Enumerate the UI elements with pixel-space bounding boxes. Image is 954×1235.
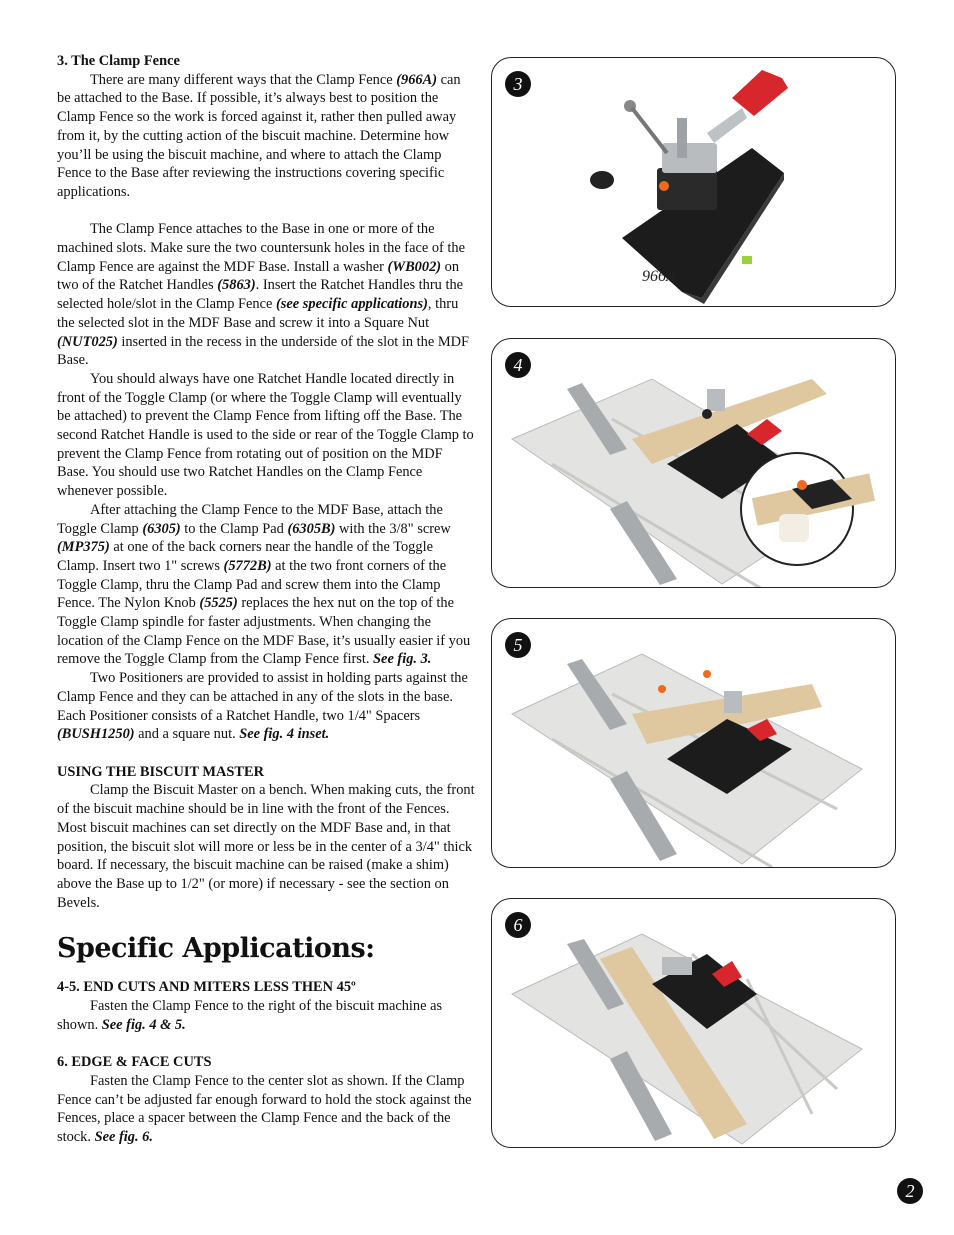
part-reference: (966A) [396, 71, 437, 88]
edge-face-paragraph [57, 1072, 477, 1147]
figure-3-illustration [492, 58, 896, 307]
body-text: After attaching the Clamp Fence to the MDF Base, attach the Toggle Clamp [57, 501, 443, 537]
body-text: replaces the hex nut on the top of the Toggle Clamp spindle for faster adjustments. When changing the location of the Clamp Fence on the MDF Base, it’s usually easier if you remove the Toggle Clamp from the Clamp Fence first. [57, 595, 471, 668]
body-text: can be attached to the Base. If possible, it’s always best to position the Clamp Fence so the work is forced against it, rather then pulled away from it, by the cutting action of the biscuit machine. Determine how you’ll be using the biscuit machine, and where to attach the Clamp Fence to the Base after reviewing the instructions covering specific applications. [57, 71, 461, 200]
body-text: inserted in the recess in the underside of the slot in the MDF Base. [57, 333, 470, 369]
part-reference: (BUSH1250) [57, 726, 135, 743]
text-column [57, 52, 477, 1147]
using-heading: USING THE BISCUIT MASTER [57, 763, 264, 780]
body-text: and a square nut. [134, 726, 240, 743]
figure-5 [491, 618, 896, 868]
figure-4-number-badge: 4 [505, 352, 531, 378]
part-reference: (WB002) [387, 258, 442, 275]
figure-3 [491, 57, 896, 307]
body-text: with the 3/8" screw [335, 520, 451, 537]
figure-3-caption: 966A [642, 268, 676, 285]
body-text: There are many different ways that the Clamp Fence [90, 71, 397, 88]
figure-5-illustration [492, 619, 896, 868]
part-reference: (see specific applications) [276, 296, 428, 313]
body-text: at the two front corners of the Toggle Clamp, thru the Clamp Pad and screw them into the Clamp Fence. The Nylon Knob [57, 557, 447, 612]
part-reference: (6305B) [287, 520, 336, 537]
edge-face-heading: 6. EDGE & FACE CUTS [57, 1054, 212, 1071]
part-reference: (5772B) [223, 557, 272, 574]
figure-6 [491, 898, 896, 1148]
page-number-badge: 2 [897, 1178, 923, 1204]
section-3-paragraph-5 [57, 669, 477, 744]
part-reference: See fig. 4 & 5. [101, 1016, 186, 1033]
body-text: Fasten the Clamp Fence to the right of the biscuit machine as shown. [57, 998, 443, 1033]
part-reference: See fig. 6. [94, 1128, 153, 1145]
body-text: , thru the selected slot in the MDF Base and screw it into a Square Nut [57, 296, 459, 331]
figure-4 [491, 338, 896, 588]
body-text: at one of the back corners near the handle of the Toggle Clamp. Insert two 1" screws [57, 539, 433, 574]
body-text: to the Clamp Pad [180, 520, 288, 537]
part-reference: (5525) [199, 595, 238, 612]
end-cuts-paragraph [57, 997, 477, 1034]
body-text: Clamp the Biscuit Master on a bench. When making cuts, the front of the biscuit machine should be in line with the front of the Fences. Most biscuit machines can set directly on the MDF Base and, in that position, the biscuit slot will more or less be in the center of a 3/4" thick board. If necessary, the biscuit machine can be raised (make a shim) above the Base up to 1/2" (or more) if necessary - see the section on Bevels. [57, 782, 475, 911]
section-3-paragraph-2 [57, 220, 477, 370]
figure-5-number-badge: 5 [505, 632, 531, 658]
body-text: The Clamp Fence attaches to the Base in one or more of the machined slots. Make sure the two countersunk holes in the face of the Clamp Fence are against the MDF Base. Install a washer [57, 221, 466, 275]
body-text: You should always have one Ratchet Handle located directly in front of the Toggle Clamp (or where the Toggle Clamp will eventually be attached) to prevent the Clamp Fence from lifting off the Base. The second Ratchet Handle is used to the side or rear of the Toggle Clamp to prevent the Clamp Fence from rotating out of position on the MDF Base. You should use two Ratchet Handles on the Clamp Fence whenever possible. [57, 370, 474, 500]
section-3-heading: 3. The Clamp Fence [57, 53, 180, 69]
part-reference: See fig. 4 inset. [239, 726, 330, 743]
specific-applications-title: Specific Applications: [57, 933, 375, 965]
section-3-paragraph-4 [57, 501, 477, 669]
section-3-paragraph-1 [57, 71, 477, 202]
part-reference: See fig. 3. [373, 651, 432, 668]
body-text: Fasten the Clamp Fence to the center slot as shown. If the Clamp Fence can’t be adjusted far enough forward to hold the stock against the Fences, place a spacer between the Clamp Fence and the back of the stock. [57, 1072, 472, 1145]
body-text: Two Positioners are provided to assist in holding parts against the Clamp Fence and they can be attached in any of the slots in the base. Each Positioner consists of a Ratchet Handle, two 1/4" Spacers [57, 670, 468, 724]
body-text: on two of the Ratchet Handles [57, 258, 460, 294]
part-reference: (5863) [217, 277, 256, 294]
end-cuts-heading: 4-5. END CUTS AND MITERS LESS THEN 45º [57, 979, 356, 996]
figure-6-number-badge: 6 [505, 912, 531, 938]
part-reference: (NUT025) [57, 333, 118, 350]
part-reference: (6305) [142, 520, 181, 537]
section-3-paragraph-3 [57, 370, 477, 501]
figure-4-illustration [492, 339, 896, 588]
figure-6-illustration [492, 899, 896, 1148]
body-text: . Insert the Ratchet Handles thru the selected hole/slot in the Clamp Fence [57, 277, 464, 313]
part-reference: (MP375) [57, 539, 110, 556]
figure-3-number-badge: 3 [505, 71, 531, 97]
using-paragraph [57, 781, 477, 912]
